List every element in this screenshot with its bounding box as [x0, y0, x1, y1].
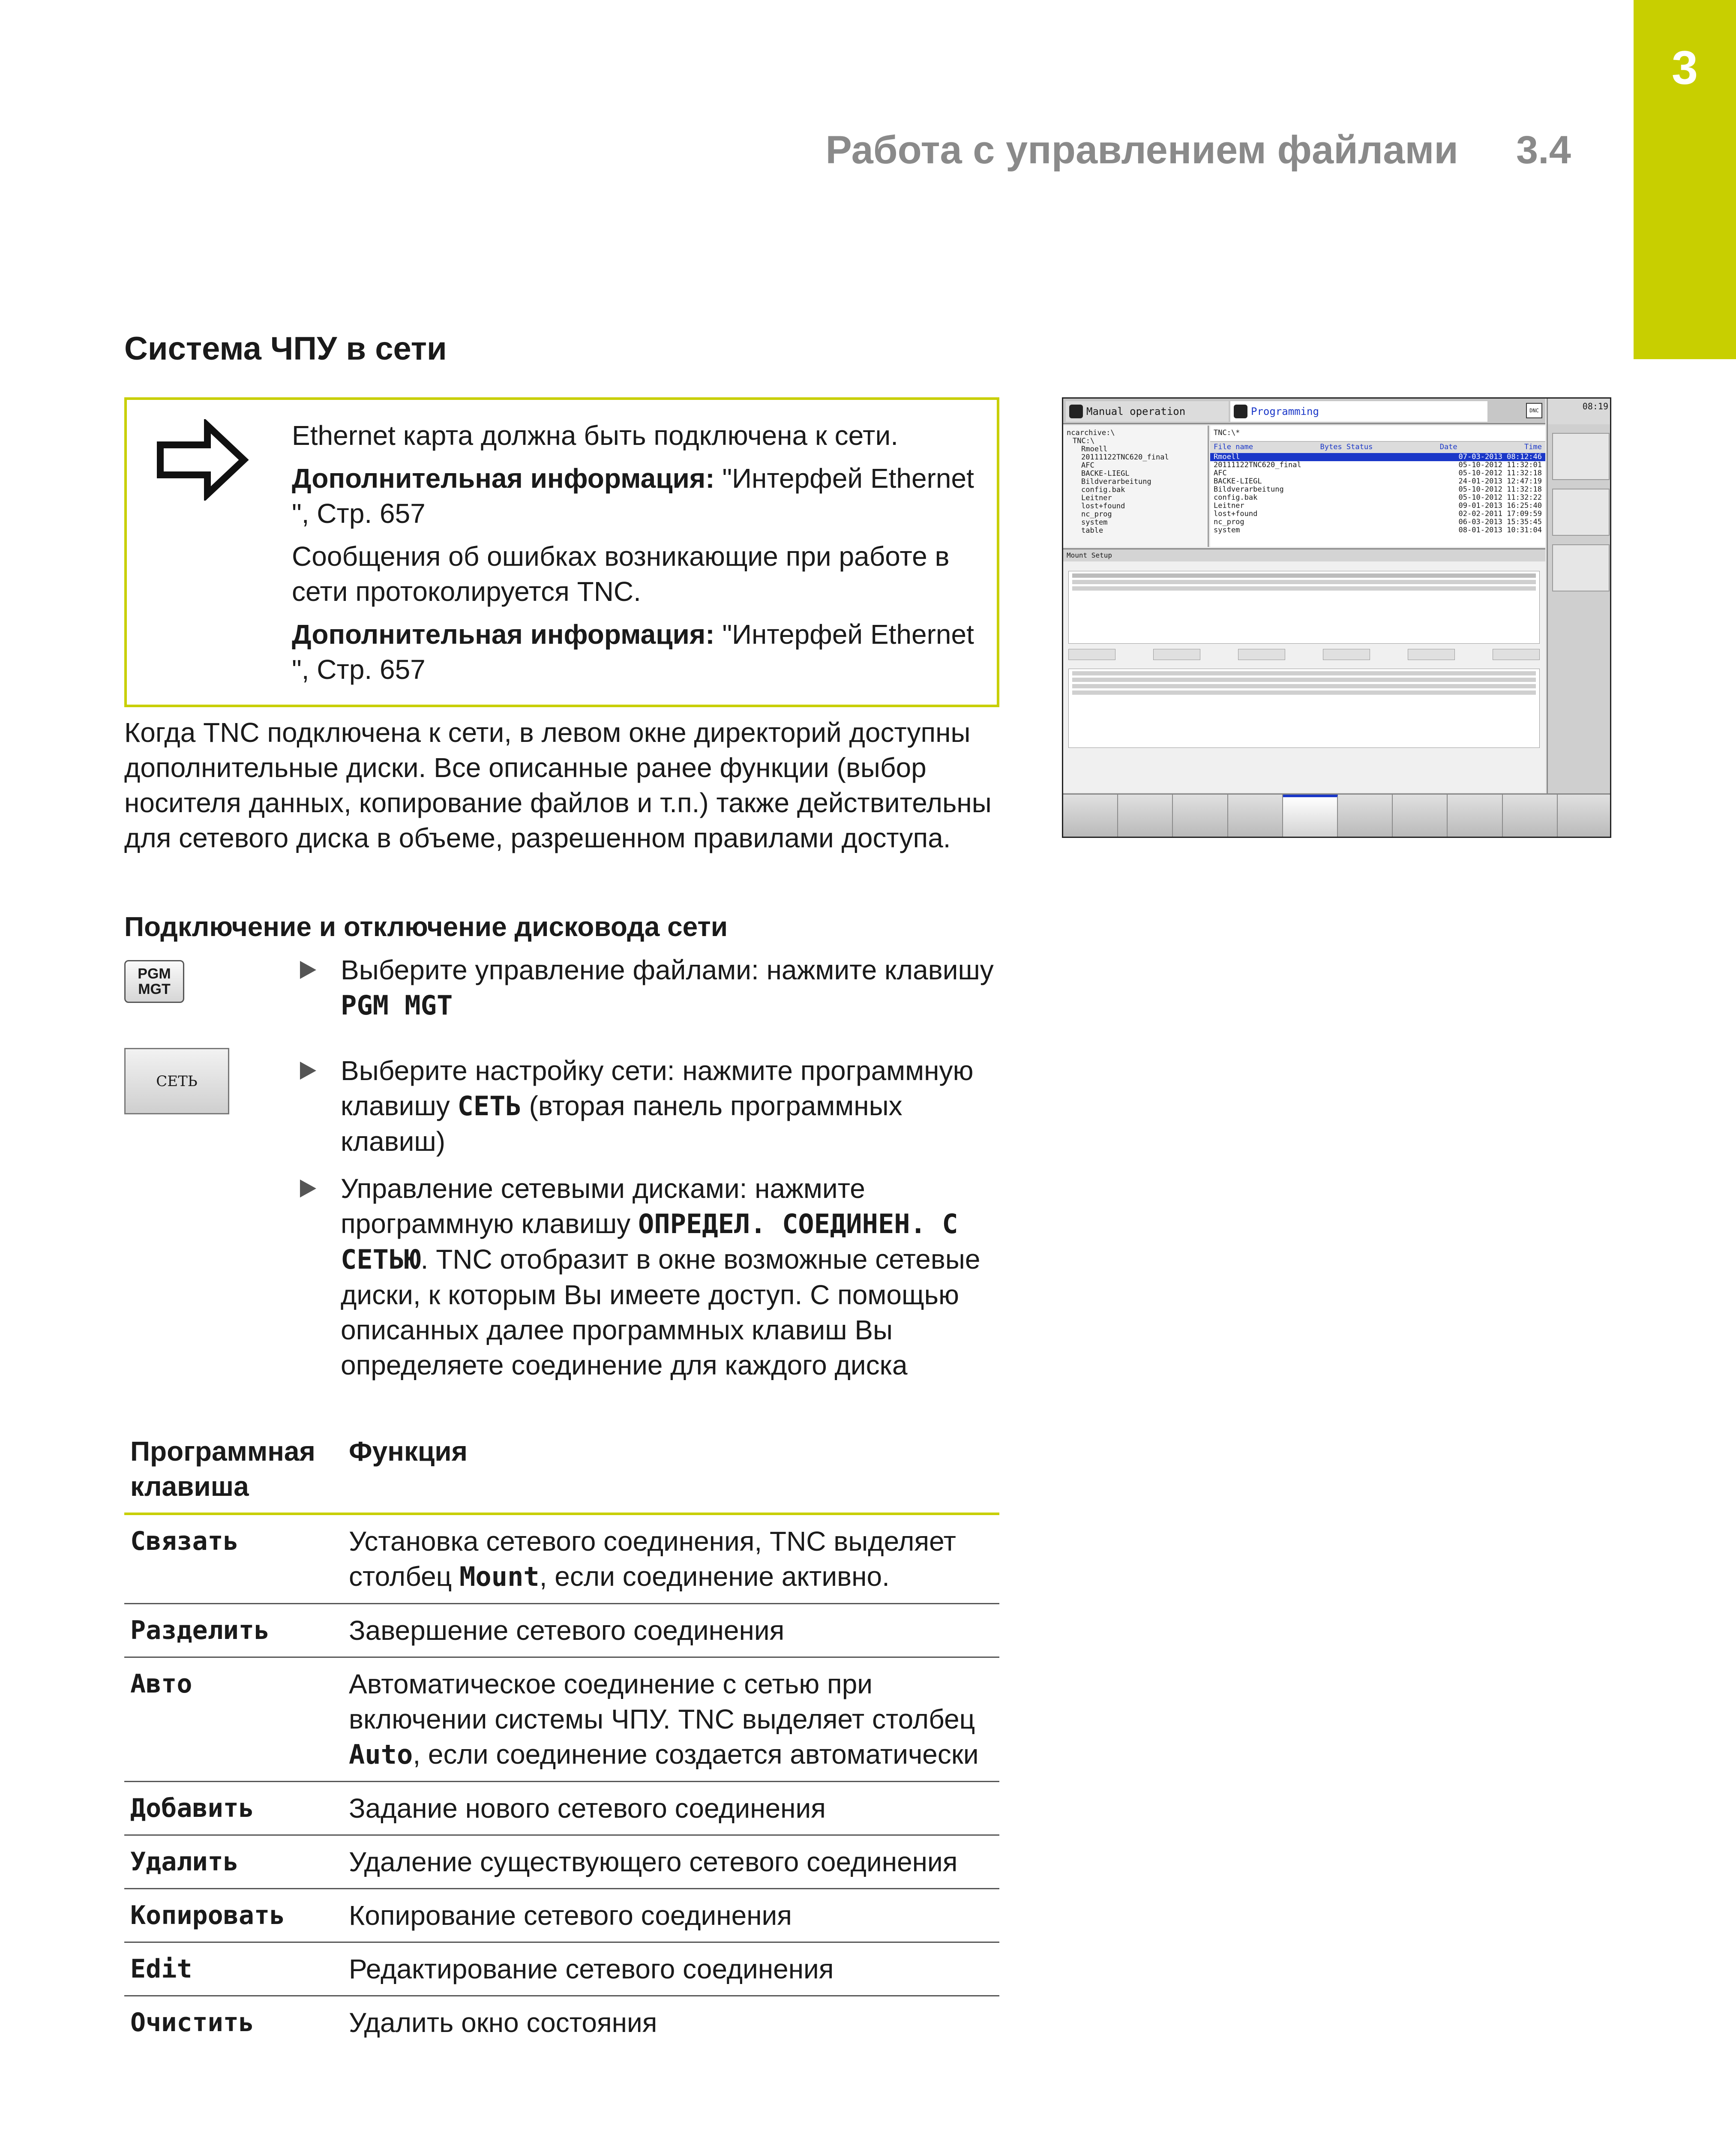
- table-row: [124, 1835, 999, 1889]
- file-date: 08-01-2013 10:31:04: [1458, 526, 1542, 534]
- note-box: [124, 397, 999, 707]
- tree-item[interactable]: lost+found: [1081, 502, 1125, 510]
- table-row: [124, 1782, 999, 1835]
- tnc-screenshot: [1062, 397, 1611, 838]
- file-row[interactable]: [1210, 526, 1545, 534]
- step-text: . TNC отобразит в окне возможные сетевые диски, к которым Вы имеете доступ. С помощью описанных далее программных клавиш Вы определяете соединение для каждого диска: [341, 1244, 980, 1381]
- function-description: [343, 1835, 999, 1889]
- file-name: nc_prog: [1214, 518, 1244, 526]
- desc-text: , если соединение активно.: [539, 1561, 890, 1592]
- softkey-name: Связать: [124, 1514, 343, 1604]
- softkey-name: Разделить: [124, 1604, 343, 1657]
- softkey[interactable]: [1393, 795, 1448, 838]
- function-description: [343, 1604, 999, 1657]
- file-name: lost+found: [1214, 510, 1258, 518]
- desc-text: Задание нового сетевого соединения: [349, 1793, 826, 1824]
- desc-text: Автоматическое соединение с сетью при включении системы ЧПУ. TNC выделяет столбец: [349, 1669, 975, 1735]
- function-description: [343, 1942, 999, 1996]
- desc-text: Редактирование сетевого соединения: [349, 1954, 834, 1984]
- file-list: [1210, 426, 1545, 547]
- file-date: 05-10-2012 11:32:18: [1458, 469, 1542, 477]
- file-name: 20111122TNC620_final: [1214, 461, 1301, 469]
- note-line: Сообщения об ошибках возникающие при работе в сети протоколируется TNC.: [292, 541, 950, 607]
- desc-text: , если соединение создается автоматически: [413, 1739, 979, 1770]
- side-icon-m: [1552, 433, 1610, 480]
- dialog-button[interactable]: [1238, 649, 1285, 660]
- function-description: [343, 1657, 999, 1782]
- running-header-title: Работа с управлением файлами: [825, 128, 1458, 172]
- table-row: [124, 1657, 999, 1782]
- tree-item[interactable]: Bildverarbeitung: [1081, 477, 1151, 486]
- file-column-header: Time: [1524, 443, 1542, 451]
- file-date: 06-03-2013 15:35:45: [1458, 518, 1542, 526]
- note-text: [292, 418, 986, 695]
- subsection-title: Подключение и отключение дисковода сети: [124, 911, 728, 942]
- table-row: [124, 1996, 999, 2049]
- desc-text: Установка сетевого соединения, TNC выделяет столбец: [349, 1526, 956, 1592]
- clock: 08:19: [1547, 399, 1611, 424]
- file-row[interactable]: [1210, 461, 1545, 469]
- softkey-name: Добавить: [124, 1782, 343, 1835]
- tree-item[interactable]: AFC: [1081, 461, 1094, 470]
- softkey[interactable]: [1558, 795, 1611, 838]
- file-date: 09-01-2013 16:25:40: [1458, 501, 1542, 510]
- bullet-triangle-icon: [300, 1062, 316, 1080]
- step-key: СЕТЬ: [457, 1090, 522, 1122]
- desc-key: Auto: [349, 1739, 413, 1770]
- tree-root: ncarchive:\: [1067, 429, 1115, 437]
- step-text: (вторая панель программных клавиш): [341, 1090, 902, 1157]
- dialog-button[interactable]: [1153, 649, 1200, 660]
- chapter-tab: [1634, 0, 1736, 359]
- desc-text: Удаление существующего сетевого соединения: [349, 1846, 958, 1877]
- file-name: config.bak: [1214, 493, 1258, 502]
- file-name: AFC: [1214, 469, 1227, 477]
- desc-key: Mount: [459, 1561, 540, 1592]
- file-row[interactable]: [1210, 510, 1545, 518]
- running-header-section: 3.4: [1516, 128, 1571, 172]
- tree-item[interactable]: system: [1081, 518, 1108, 527]
- arrow-right-icon: [156, 419, 250, 501]
- file-row[interactable]: [1210, 518, 1545, 526]
- softkey[interactable]: [1283, 795, 1338, 838]
- side-panel: [1547, 424, 1611, 810]
- mount-setup-dialog: [1063, 548, 1545, 792]
- pgm-key-line1: PGM: [138, 966, 171, 982]
- softkey[interactable]: [1063, 795, 1118, 838]
- softkey[interactable]: [1173, 795, 1228, 838]
- status-log: [1068, 669, 1540, 748]
- tree-item[interactable]: Rmoell: [1081, 445, 1108, 453]
- tree-item[interactable]: Leitner: [1081, 494, 1112, 502]
- note-ref: "Интерфей Ethernet ", Стр. 657: [292, 463, 974, 529]
- file-row[interactable]: [1210, 453, 1545, 461]
- softkey-name: Удалить: [124, 1835, 343, 1889]
- dialog-button-row: [1068, 649, 1540, 660]
- bullet-triangle-icon: [300, 1180, 316, 1198]
- step-text: Выберите управление файлами: нажмите клавишу: [341, 954, 994, 985]
- file-row[interactable]: [1210, 486, 1545, 494]
- file-column-header: Bytes Status: [1320, 443, 1373, 451]
- directory-tree: [1063, 426, 1209, 547]
- tree-item[interactable]: 20111122TNC620_final: [1081, 453, 1169, 462]
- tree-item[interactable]: BACKE-LIEGL: [1081, 469, 1130, 478]
- note-line: [292, 617, 986, 687]
- side-icon-s: [1552, 489, 1610, 536]
- desc-text: Удалить окно состояния: [349, 2007, 657, 2038]
- step-item: [300, 1171, 1003, 1383]
- note-line: [292, 461, 986, 531]
- file-path: TNC:\*: [1210, 426, 1545, 442]
- step-key: PGM MGT: [341, 990, 453, 1021]
- step-item: [300, 1053, 1003, 1159]
- softkey-name: Очистить: [130, 2008, 254, 2038]
- step-key: ОПРЕДЕЛ. СОЕДИНЕН. С СЕТЬЮ: [341, 1208, 958, 1275]
- dnc-icon: DNC: [1526, 403, 1542, 418]
- softkey[interactable]: [1228, 795, 1283, 838]
- table-header-row: [124, 1429, 999, 1514]
- table-row: [124, 1514, 999, 1604]
- file-row[interactable]: [1210, 469, 1545, 477]
- function-description: [343, 1996, 999, 2049]
- set-softkey[interactable]: СЕТЬ: [124, 1048, 229, 1114]
- file-date: 05-10-2012 11:32:22: [1458, 493, 1542, 502]
- tree-item[interactable]: table: [1081, 526, 1103, 535]
- body-paragraph: Когда TNC подключена к сети, в левом окне директорий доступны дополнительные диски. Все описанные ранее функции (выбор носителя данных, копирование файлов и т.п.) также действительны для сетевого диска в объеме, разрешенном правилами доступа.: [124, 717, 992, 853]
- section-title: Система ЧПУ в сети: [124, 330, 447, 367]
- step-text: Выберите настройку сети: нажмите программную клавишу: [341, 1055, 974, 1121]
- table-row: [124, 1889, 999, 1942]
- step-item: [300, 952, 1003, 1023]
- dialog-button[interactable]: [1408, 649, 1455, 660]
- softkey-bar: [1063, 793, 1611, 838]
- file-column-header: File name: [1214, 443, 1253, 451]
- file-name: Bildverarbeitung: [1214, 485, 1284, 494]
- softkey-name: Авто: [124, 1657, 343, 1782]
- softkey[interactable]: [1503, 795, 1558, 838]
- pgm-mgt-key[interactable]: [124, 960, 184, 1003]
- mode-bar: [1063, 399, 1545, 424]
- file-row[interactable]: [1210, 502, 1545, 510]
- file-date: 02-02-2011 17:09:59: [1458, 510, 1542, 518]
- mode-programming: Programming: [1230, 401, 1487, 422]
- function-description: [343, 1514, 999, 1604]
- file-name: Leitner: [1214, 501, 1244, 510]
- desc-text: Завершение сетевого соединения: [349, 1615, 785, 1646]
- note-ref: "Интерфей Ethernet ", Стр. 657: [292, 619, 974, 685]
- file-date: 05-10-2012 11:32:18: [1458, 485, 1542, 494]
- softkey-name: Edit: [124, 1942, 343, 1996]
- chapter-number: 3: [1671, 42, 1698, 94]
- desc-text: Копирование сетевого соединения: [349, 1900, 792, 1931]
- network-drive-list: [1068, 571, 1540, 644]
- file-date: 05-10-2012 11:32:01: [1458, 461, 1542, 469]
- table-row: [124, 1942, 999, 1996]
- file-row[interactable]: [1210, 477, 1545, 486]
- note-bold: Дополнительная информация:: [292, 619, 715, 650]
- note-bold: Дополнительная информация:: [292, 463, 715, 494]
- side-icon-t: [1552, 544, 1610, 591]
- function-description: [343, 1889, 999, 1942]
- file-name: system: [1214, 526, 1240, 534]
- softkey-name: Копировать: [124, 1889, 343, 1942]
- bullet-triangle-icon: [300, 961, 316, 979]
- file-date: 07-03-2013 08:12:46: [1458, 453, 1542, 461]
- table-header-softkey: Программная клавиша: [124, 1429, 343, 1514]
- softkey-function-table: [124, 1429, 999, 2049]
- softkey[interactable]: [1338, 795, 1393, 838]
- file-name: Rmoell: [1214, 453, 1240, 461]
- file-name: BACKE-LIEGL: [1214, 477, 1262, 486]
- tree-item[interactable]: nc_prog: [1081, 510, 1112, 519]
- dialog-button[interactable]: [1068, 649, 1115, 660]
- dialog-button[interactable]: [1493, 649, 1540, 660]
- dialog-button[interactable]: [1323, 649, 1370, 660]
- softkey[interactable]: [1118, 795, 1173, 838]
- file-date: 24-01-2013 12:47:19: [1458, 477, 1542, 486]
- table-header-function: Функция: [343, 1429, 999, 1514]
- function-description: [343, 1782, 999, 1835]
- softkey[interactable]: [1448, 795, 1502, 838]
- mode-manual-operation: Manual operation: [1066, 401, 1229, 422]
- dialog-title: Mount Setup: [1063, 549, 1545, 561]
- pgm-key-line2: MGT: [138, 981, 171, 997]
- file-list-header: [1210, 442, 1545, 453]
- step-list: [300, 952, 1003, 1395]
- file-row[interactable]: [1210, 494, 1545, 502]
- file-column-header: Date: [1439, 443, 1457, 451]
- note-line: Ethernet карта должна быть подключена к сети.: [292, 420, 898, 451]
- step-text: Управление сетевыми дисками: нажмите программную клавишу: [341, 1173, 865, 1239]
- tree-item[interactable]: config.bak: [1081, 486, 1125, 494]
- tree-item[interactable]: TNC:\: [1073, 437, 1095, 445]
- table-row: [124, 1604, 999, 1657]
